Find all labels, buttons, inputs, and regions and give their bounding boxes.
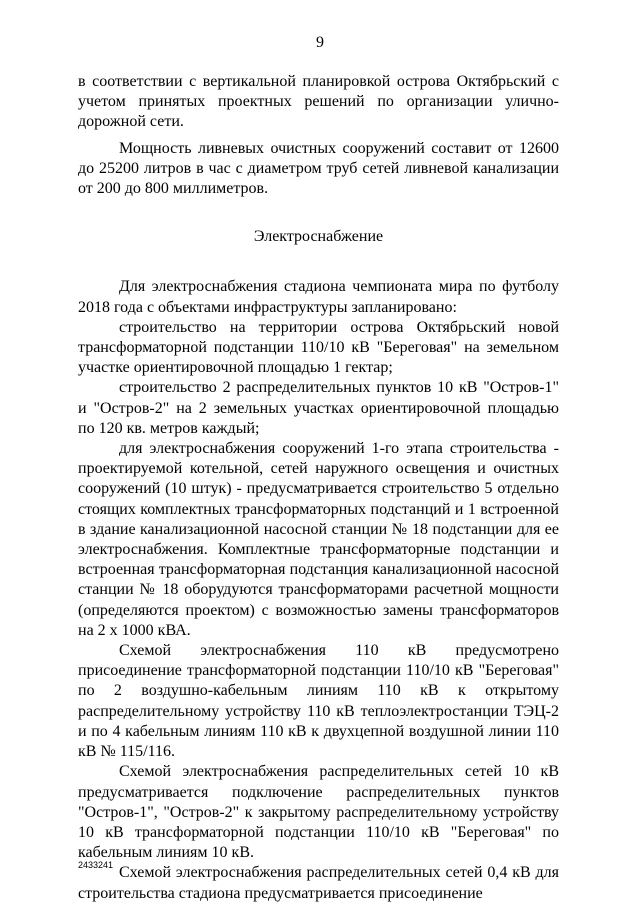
paragraph-10kv-scheme: Схемой электроснабжения распределительных сетей 10 кВ предусматривается подключение распределительных пунктов "Остров-1", "Остров-2" к закрытому распределительному устройству 10 кВ трансформаторной подстанции 110/10 кВ "Береговая" по кабельным линиям 10 кВ. (78, 763, 559, 862)
page-number: 9 (316, 34, 324, 51)
paragraph-stormwater-capacity: Мощность ливневых очистных сооружений составит от 12600 до 25200 литров в час с диаметром труб сетей ливневой канализации от 200 до 800 миллиметров. (78, 139, 559, 198)
paragraph-power-intro: Для электроснабжения стадиона чемпионата мира по футболу 2018 года с объектами инфраструктуры запланировано: (78, 278, 559, 316)
paragraph-continuation: в соответствии с вертикальной планировкой острова Октябрьский с учетом принятых проектных решений по организации улично-дорожной сети. (78, 73, 559, 131)
paragraph-substation: строительство на территории острова Октябрьский новой трансформаторной подстанции 110/10 кВ "Береговая" на земельном участке ориентировочной площадью 1 гектар; (78, 318, 559, 377)
paragraph-110kv-scheme: Схемой электроснабжения 110 кВ предусмотрено присоединение трансформаторной подстанции 110/10 кВ "Береговая" по 2 воздушно-кабельным линиям 110 кВ к открытому распределительному устройству 110 кВ теплоэлектростанции ТЭЦ-2 и по 4 кабельным линиям 110 кВ к двухцепной воздушной линии 110 кВ № 115/116. (78, 642, 559, 761)
paragraph-stage-one: для электроснабжения сооружений 1-го этапа строительства - проектируемой котельной, сетей наружного освещения и очистных сооружений (10 штук) - предусматривается строительство 5 отдельно стоящих комплектных трансформаторных подстанций и 1 встроенной в здание канализационной насосной станции № 18 подстанции для ее электроснабжения. Комплектные трансформаторные подстанции и встроенная трансформаторная подстанция канализационной насосной станции № 18 оборудуются трансформаторами расчетной мощности (определяются проектом) с возможностью замены трансформаторов на 2 х 1000 кВА. (78, 440, 559, 639)
paragraph-distribution-points: строительство 2 распределительных пунктов 10 кВ "Остров-1" и "Остров-2" на 2 земельных участках ориентировочной площадью по 120 кв. метров каждый; (78, 379, 559, 437)
paragraph-04kv-scheme: Схемой электроснабжения распределительных сетей 0,4 кВ для строительства стадиона предусматривается присоединение (78, 864, 559, 902)
section-heading: Электроснабжение (253, 228, 384, 246)
document-code: 2433241 (78, 860, 114, 870)
document-body (78, 72, 559, 904)
